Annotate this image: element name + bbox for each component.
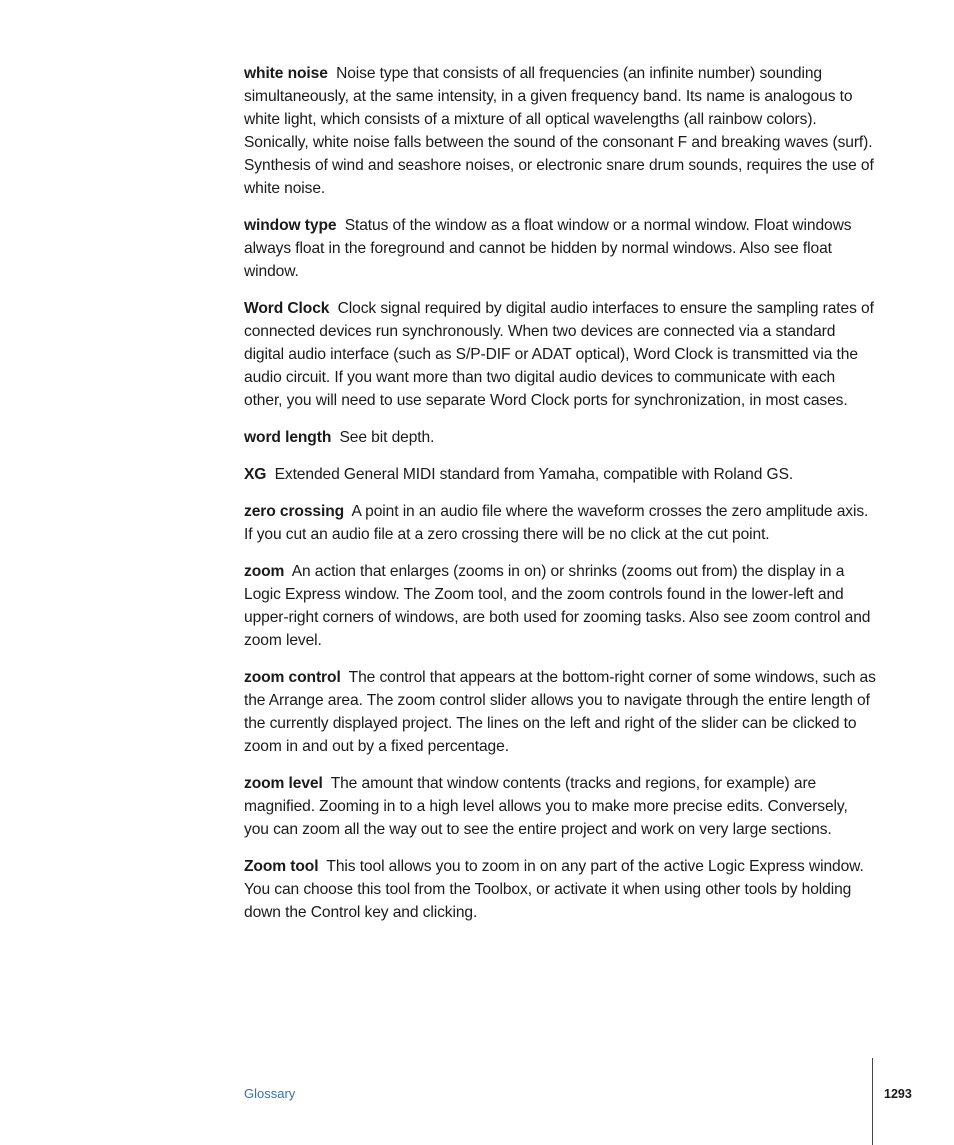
glossary-entry-window-type <box>244 214 876 283</box>
glossary-definition: The amount that window contents (tracks and regions, for example) are magnified. Zooming in to a high level allows you to make more precise edits. Conversely, you can zoom all the way out to see the entire project and work on very large sections. <box>244 775 848 838</box>
glossary-entry-zoom-tool <box>244 855 876 924</box>
glossary-term: zoom level <box>244 775 323 792</box>
glossary-term: zoom <box>244 563 285 580</box>
glossary-entry-zero-crossing <box>244 500 876 546</box>
glossary-term: white noise <box>244 65 328 82</box>
glossary-term: window type <box>244 217 337 234</box>
glossary-definition: An action that enlarges (zooms in on) or shrinks (zooms out from) the display in a Logic Express window. The Zoom tool, and the zoom controls found in the lower-left and upper-right corners of windows, are both used for zooming tasks. Also see zoom control and zoom level. <box>244 563 871 649</box>
glossary-term: zoom control <box>244 669 341 686</box>
glossary-entry-zoom-level <box>244 772 876 841</box>
glossary-entry-word-length <box>244 426 876 449</box>
footer-divider <box>872 1058 873 1145</box>
glossary-term: XG <box>244 466 267 483</box>
glossary-definition: Extended General MIDI standard from Yamaha, compatible with Roland GS. <box>274 466 794 483</box>
glossary-entry-white-noise <box>244 62 876 200</box>
glossary-definition: This tool allows you to zoom in on any part of the active Logic Express window. You can choose this tool from the Toolbox, or activate it when using other tools by holding down the Control key and clicking. <box>244 858 864 921</box>
glossary-definition: See bit depth. <box>339 429 435 446</box>
glossary-term: Zoom tool <box>244 858 319 875</box>
glossary-definition: The control that appears at the bottom-right corner of some windows, such as the Arrange area. The zoom control slider allows you to navigate through the entire length of the currently displayed project. The lines on the left and right of the slider can be clicked to zoom in and out by a fixed percentage. <box>244 669 876 755</box>
glossary-term: word length <box>244 429 332 446</box>
glossary-content <box>244 62 876 938</box>
glossary-entry-zoom-control <box>244 666 876 758</box>
page-number: 1293 <box>884 1087 912 1101</box>
glossary-definition: Status of the window as a float window or a normal window. Float windows always float in the foreground and cannot be hidden by normal windows. Also see float window. <box>244 217 852 280</box>
glossary-entry-zoom <box>244 560 876 652</box>
glossary-definition: Noise type that consists of all frequencies (an infinite number) sounding simultaneously, at the same intensity, in a given frequency band. Its name is analogous to white light, which consists of a mixture of all optical wavelengths (all rainbow colors). Sonically, white noise falls between the sound of the consonant F and breaking waves (surf). Synthesis of wind and seashore noises, or electronic snare drum sounds, requires the use of white noise. <box>244 65 874 197</box>
glossary-entry-word-clock <box>244 297 876 412</box>
glossary-definition: Clock signal required by digital audio interfaces to ensure the sampling rates of connected devices run synchronously. When two devices are connected via a standard digital audio interface (such as S/P-DIF or ADAT optical), Word Clock is transmitted via the audio circuit. If you want more than two digital audio devices to communicate with each other, you will need to use separate Word Clock ports for synchronization, in most cases. <box>244 300 874 409</box>
glossary-term: zero crossing <box>244 503 345 520</box>
glossary-definition: A point in an audio file where the waveform crosses the zero amplitude axis. If you cut an audio file at a zero crossing there will be no click at the cut point. <box>244 503 869 543</box>
glossary-term: Word Clock <box>244 300 330 317</box>
footer-section-label: Glossary <box>244 1086 296 1101</box>
glossary-entry-xg <box>244 463 876 486</box>
